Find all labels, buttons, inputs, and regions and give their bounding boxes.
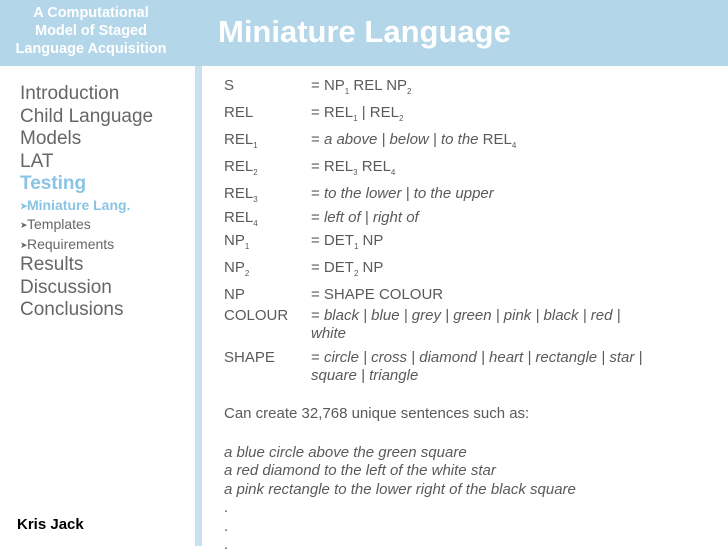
grammar-rule-np2 xyxy=(224,256,719,283)
grammar-rule-np1 xyxy=(224,229,719,256)
rhs-subscript: 1 xyxy=(344,87,350,96)
rule-lhs: SHAPE xyxy=(224,349,275,366)
rhs-terminals: black | blue | grey | green | pink | black | red | white xyxy=(311,307,621,342)
grammar-rule-colour xyxy=(224,304,719,343)
arrow-bullet-icon: ➤ xyxy=(20,200,28,211)
rule-lhs: COLOUR xyxy=(224,307,289,324)
ellipsis-dot: . xyxy=(224,499,229,516)
lhs-subscript: 2 xyxy=(244,269,250,278)
rule-rhs: = SHAPE COLOUR xyxy=(311,286,444,303)
rule-rhs xyxy=(311,229,719,256)
rule-lhs xyxy=(224,158,258,182)
rule-lhs: S xyxy=(224,77,235,94)
grammar-rule-s xyxy=(224,74,719,101)
rhs-text: = xyxy=(311,185,324,202)
rule-rhs xyxy=(311,206,719,227)
rhs-text: = DET xyxy=(311,232,354,249)
rhs-subscript: 3 xyxy=(353,168,358,177)
grammar-rule-rel3 xyxy=(224,182,719,206)
grammar-rule-rel xyxy=(224,101,719,128)
grammar-rule-rel1 xyxy=(224,128,719,155)
arrow-bullet-icon: ➤ xyxy=(20,239,28,250)
rule-rhs xyxy=(311,74,719,101)
ellipsis-dot: . xyxy=(224,517,229,535)
rhs-text: = REL xyxy=(311,104,354,121)
grammar-rule-shape xyxy=(224,346,719,385)
rhs-text: = REL xyxy=(311,158,354,175)
nav-subitem-label: Requirements xyxy=(27,235,115,252)
sidebar-divider xyxy=(195,66,202,546)
lhs-text: NP xyxy=(224,259,245,276)
lhs-subscript: 1 xyxy=(244,242,250,251)
rhs-subscript: 4 xyxy=(511,141,517,150)
nav-subitem-label: Miniature Lang. xyxy=(27,196,131,213)
rhs-text: REL NP xyxy=(349,77,408,94)
rhs-text: = xyxy=(311,349,324,366)
rhs-text: NP xyxy=(358,232,384,249)
rhs-subscript: 2 xyxy=(407,87,412,96)
nav-item-conclusions[interactable]: Conclusions xyxy=(20,299,124,320)
nav-item-testing[interactable]: Testing xyxy=(20,173,87,194)
rhs-text: = xyxy=(311,77,324,94)
deck-title xyxy=(2,4,180,58)
spacer xyxy=(224,424,719,444)
lhs-subscript: 2 xyxy=(253,168,258,177)
nav-subitem-requirements[interactable] xyxy=(20,235,190,255)
nav-item-discussion[interactable]: Discussion xyxy=(20,276,112,298)
rhs-terminals: a above | below | to the xyxy=(323,131,479,148)
rhs-subscript: 4 xyxy=(390,168,396,177)
lhs-subscript: 3 xyxy=(253,195,258,204)
nav-subitem-miniature-lang[interactable] xyxy=(20,196,190,216)
arrow-bullet-icon: ➤ xyxy=(20,220,28,230)
rhs-subscript: 2 xyxy=(398,114,404,123)
rule-lhs xyxy=(224,232,249,256)
rule-rhs xyxy=(311,304,651,343)
deck-title-line: A Computational xyxy=(33,5,149,21)
rule-rhs xyxy=(311,346,671,385)
rhs-subscript: 2 xyxy=(353,269,359,278)
slide-navigation xyxy=(20,83,190,322)
rhs-subscript: 1 xyxy=(353,114,358,123)
deck-title-line: Model of Staged xyxy=(35,23,147,39)
grammar-rule-rel2 xyxy=(224,155,719,182)
rhs-terminals: left of | right of xyxy=(323,208,419,226)
rhs-text: | REL xyxy=(357,104,399,121)
rhs-text: REL xyxy=(478,131,512,148)
rhs-text: REL xyxy=(357,158,391,175)
rule-rhs xyxy=(311,155,719,182)
ellipsis-dot: . xyxy=(224,536,229,553)
rule-rhs xyxy=(311,256,719,283)
lhs-text: REL xyxy=(224,185,254,202)
nav-item-introduction[interactable]: Introduction xyxy=(20,83,120,104)
spacer xyxy=(224,385,719,405)
rhs-text: NP xyxy=(358,259,384,276)
rule-rhs xyxy=(311,182,719,203)
lhs-text: NP xyxy=(224,232,245,249)
rhs-terminals: circle | cross | diamond | heart | rectangle | star | square | triangle xyxy=(311,349,643,384)
nav-subitem-templates[interactable] xyxy=(20,215,190,235)
rule-lhs xyxy=(224,131,258,155)
example-sentence: a red diamond to the left of the white star xyxy=(224,462,496,479)
grammar-content xyxy=(224,74,719,555)
rule-lhs xyxy=(224,259,249,283)
rule-lhs: REL xyxy=(224,104,254,121)
rule-lhs: NP xyxy=(224,286,245,303)
rhs-text: = xyxy=(311,208,324,226)
example-sentence: a pink rectangle to the lower right of the black square xyxy=(224,480,576,498)
rhs-text: = DET xyxy=(311,259,354,276)
rhs-text: NP xyxy=(323,77,345,94)
grammar-rule-rel4 xyxy=(224,206,719,230)
nav-subitem-label: Templates xyxy=(27,216,91,232)
rule-rhs xyxy=(311,128,719,155)
nav-item-models[interactable]: Models xyxy=(20,128,82,149)
nav-item-lat[interactable]: LAT xyxy=(20,150,54,172)
lhs-subscript: 1 xyxy=(253,141,258,150)
example-sentence: a blue circle above the green square xyxy=(224,443,467,461)
grammar-rule-np xyxy=(224,283,719,304)
rhs-subscript: 1 xyxy=(353,242,359,251)
deck-title-line: Language Acquisition xyxy=(15,41,167,57)
lhs-text: REL xyxy=(224,208,254,226)
rhs-terminals: to the lower | to the upper xyxy=(323,185,494,202)
lhs-text: REL xyxy=(224,131,254,148)
nav-item-results[interactable]: Results xyxy=(20,254,84,275)
lhs-text: REL xyxy=(224,158,254,175)
rhs-text: = xyxy=(311,307,324,324)
nav-item-child-language[interactable]: Child Language xyxy=(20,105,154,127)
rule-rhs xyxy=(311,101,719,128)
summary-text: Can create 32,768 unique sentences such as: xyxy=(224,405,530,422)
author-name: Kris Jack xyxy=(17,516,84,533)
rhs-text: = xyxy=(311,131,324,148)
lhs-subscript: 4 xyxy=(253,218,258,228)
slide-title: Miniature Language xyxy=(218,14,511,49)
